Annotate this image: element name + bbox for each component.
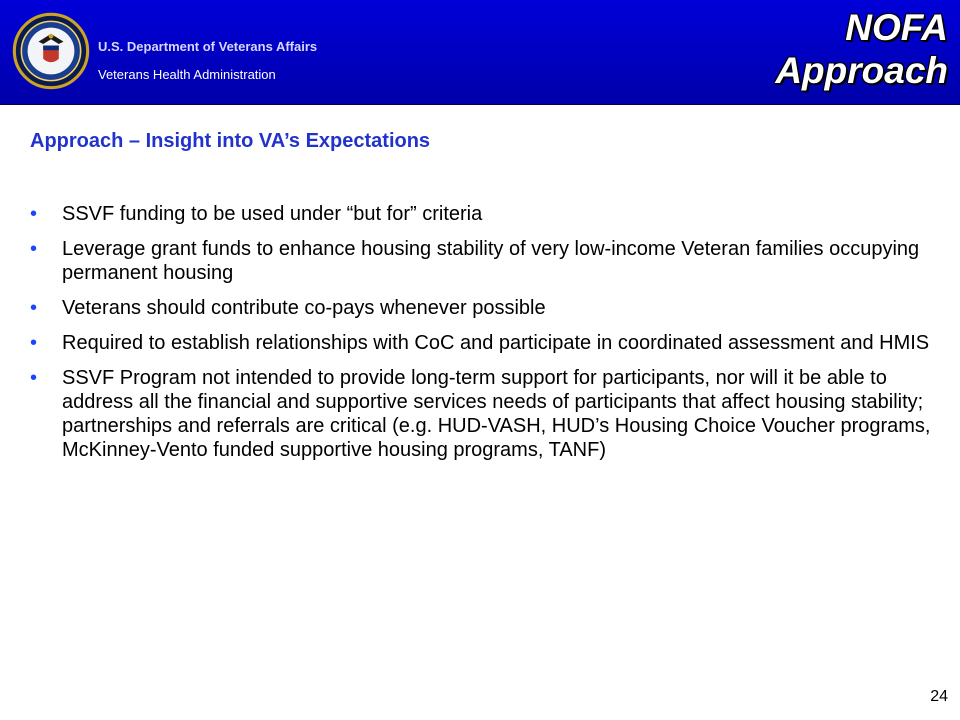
section-subheading: Approach – Insight into VA’s Expectations [30,130,431,152]
bullet-icon: • [30,367,38,389]
bullet-icon: • [30,332,38,354]
agency-name: U.S. Department of Veterans Affairs [98,39,318,54]
page-number: 24 [930,688,948,705]
bullet-text: SSVF Program not intended to provide long-term support for participants, nor will it be able to address all the financial and supportive services needs of participants that affect housing stability; partnerships and referrals are critical (e.g. HUD-VASH, HUD’s Housing Choice Voucher programs, McKinney-Vento funded supportive housing programs, TANF) [62,367,931,461]
bullet-icon: • [30,297,38,319]
bullet-item [30,366,945,462]
header-banner [0,0,960,105]
bullet-text: Veterans should contribute co-pays whenever possible [62,297,546,319]
bullet-item [30,296,945,320]
slide-title-line-1: NOFA [845,7,948,48]
slide-title [708,6,948,92]
bullet-icon: • [30,238,38,260]
administration-name: Veterans Health Administration [98,67,276,82]
bullet-text: Leverage grant funds to enhance housing stability of very low-income Veteran families occupying permanent housing [62,238,920,284]
slide-title-line-2: Approach [775,50,948,91]
bullet-item [30,331,945,355]
bullet-item [30,202,945,226]
bullet-text: Required to establish relationships with CoC and participate in coordinated assessment and HMIS [62,332,930,354]
bullet-icon: • [30,203,38,225]
va-seal-icon [12,12,90,90]
bullet-text: SSVF funding to be used under “but for” criteria [62,203,483,225]
bullet-list [30,202,945,473]
bullet-item [30,237,945,285]
